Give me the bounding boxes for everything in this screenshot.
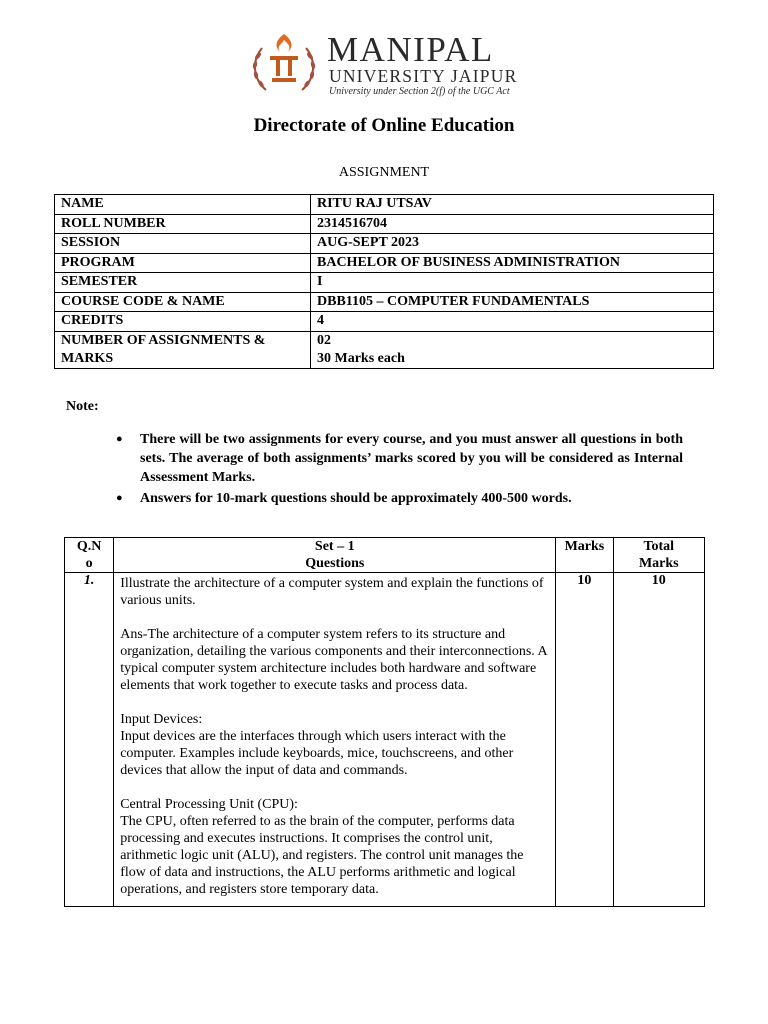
info-label: SESSION — [55, 234, 311, 254]
note-label: Note: — [66, 399, 99, 414]
info-value: RITU RAJ UTSAV — [311, 195, 714, 215]
brand-subtitle: UNIVERSITY JAIPUR — [329, 66, 518, 86]
questions-label: Questions — [305, 556, 365, 571]
info-label-line2: MARKS — [61, 350, 114, 366]
answer-paragraph: Ans-The architecture of a computer system refers to its structure and organization, detailing the various components and their interconnections. A typical computer system architecture includes both hardware and software elements that work together to execute tasks and process data. — [120, 627, 547, 693]
info-row — [55, 253, 714, 273]
manipal-emblem-icon — [248, 30, 320, 100]
page-title: Directorate of Online Education — [253, 115, 515, 136]
brand-name: MANIPAL — [327, 30, 494, 69]
questions-header-row — [65, 538, 705, 573]
note-text: There will be two assignments for every course, and you must answer all questions in both sets. The average of both assignments’ marks scored by you will be considered as Internal Assessment Marks. — [140, 432, 683, 485]
question-text: Illustrate the architecture of a computer system and explain the functions of various units. — [120, 576, 544, 608]
info-row — [55, 214, 714, 234]
info-label: PROGRAM — [55, 253, 311, 273]
total-header-line1: Total — [643, 539, 675, 554]
note-item — [116, 430, 683, 487]
info-label — [55, 331, 311, 368]
info-label: NAME — [55, 195, 311, 215]
info-row — [55, 331, 714, 368]
info-value: BACHELOR OF BUSINESS ADMINISTRATION — [311, 253, 714, 273]
info-label: SEMESTER — [55, 273, 311, 293]
question-cell — [114, 573, 556, 907]
qno-header-line2: o — [85, 556, 93, 571]
set-label: Set – 1 — [314, 539, 355, 554]
answer-paragraph: Central Processing Unit (CPU): The CPU, often referred to as the brain of the computer, performs data processing and executes instructions. It comprises the control unit, arithmetic logic unit (ALU), and registers. The control unit manages the flow of data and instructions, the ALU performs arithmetic and logical operations, and registers store temporary data. — [120, 797, 524, 897]
info-label: COURSE CODE & NAME — [55, 292, 311, 312]
info-value — [311, 331, 714, 368]
questions-header — [114, 538, 556, 573]
info-value: 2314516704 — [311, 214, 714, 234]
question-total-marks: 10 — [613, 573, 704, 907]
university-logo — [248, 30, 538, 100]
info-row — [55, 292, 714, 312]
info-row — [55, 273, 714, 293]
brand-tagline: University under Section 2(f) of the UGC Act — [329, 86, 510, 97]
info-value: DBB1105 – COMPUTER FUNDAMENTALS — [311, 292, 714, 312]
questions-table — [64, 537, 705, 907]
note-item — [116, 489, 683, 508]
question-marks: 10 — [556, 573, 613, 907]
answer-paragraph: Input Devices: Input devices are the interfaces through which users interact with the computer. Examples include keyboards, mice, touchscreens, and other devices that allow the input of data and commands. — [120, 712, 514, 778]
info-value: 4 — [311, 312, 714, 332]
info-label-line1: NUMBER OF ASSIGNMENTS & — [61, 332, 266, 348]
info-value-line2: 30 Marks each — [317, 350, 405, 366]
bullet-icon: ● — [116, 433, 123, 445]
bullet-icon: ● — [116, 492, 123, 504]
info-value-line1: 02 — [317, 332, 331, 348]
qno-header — [65, 538, 114, 573]
info-row — [55, 234, 714, 254]
document-type: ASSIGNMENT — [338, 165, 430, 180]
note-text: Answers for 10-mark questions should be approximately 400-500 words. — [140, 491, 572, 506]
question-number: 1. — [65, 573, 114, 907]
info-row — [55, 312, 714, 332]
question-row — [65, 573, 705, 907]
marks-header: Marks — [556, 538, 613, 573]
info-label: CREDITS — [55, 312, 311, 332]
student-info-table — [54, 194, 714, 369]
total-marks-header — [613, 538, 704, 573]
note-list — [116, 430, 683, 510]
total-header-line2: Marks — [638, 556, 679, 571]
info-value: I — [311, 273, 714, 293]
info-label: ROLL NUMBER — [55, 214, 311, 234]
info-value: AUG-SEPT 2023 — [311, 234, 714, 254]
info-row — [55, 195, 714, 215]
qno-header-line1: Q.N — [76, 539, 102, 554]
